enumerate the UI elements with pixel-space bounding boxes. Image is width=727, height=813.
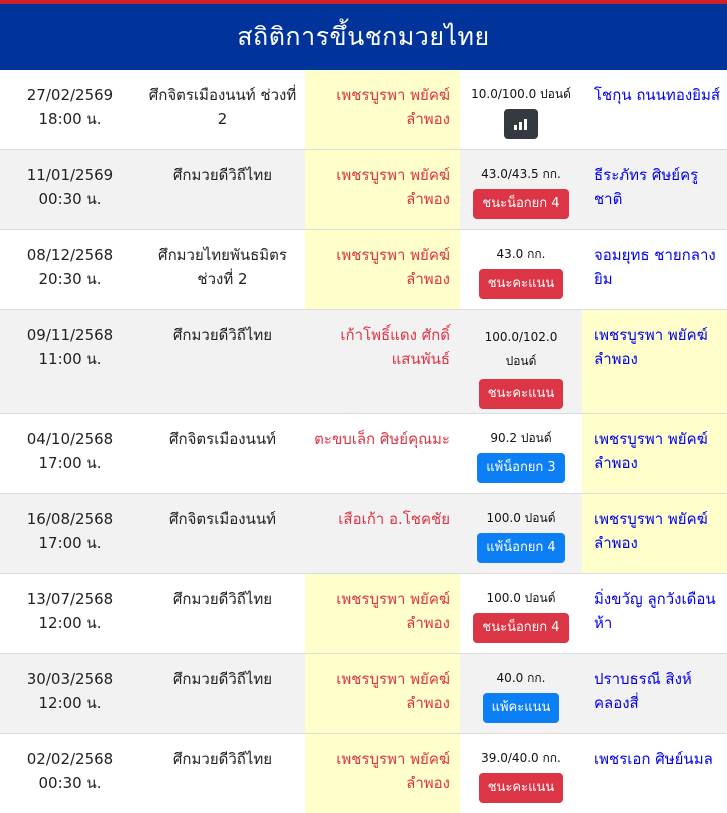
event-name: ศึกจิตรเมืองนนท์ ช่วงที่ 2 — [148, 86, 297, 128]
result-badge: ชนะคะแนน — [479, 379, 564, 409]
result-cell — [460, 734, 582, 813]
date-cell — [0, 150, 140, 229]
fight-time: 18:00 น. — [38, 110, 102, 128]
opponent-name[interactable]: เพชรบูรพา พยัคฆ์ลำพอง — [582, 494, 727, 573]
event-name: ศึกจิตรเมืองนนท์ — [169, 430, 276, 448]
result-badge: แพ้น็อกยก 4 — [477, 533, 564, 563]
table-row — [0, 574, 727, 654]
result-cell — [460, 150, 582, 229]
weight-label: 100.0 ปอนด์ — [486, 511, 556, 525]
fight-date: 02/02/2568 — [26, 750, 114, 768]
result-cell — [460, 574, 582, 653]
event-name: ศึกมวยดีวิถีไทย — [172, 590, 273, 608]
table-row — [0, 230, 727, 310]
fighter-name[interactable]: เพชรบูรพา พยัคฆ์ลำพอง — [305, 574, 460, 653]
fight-date: 13/07/2568 — [26, 590, 114, 608]
table-row — [0, 494, 727, 574]
result-badge: ชนะน็อกยก 4 — [473, 189, 568, 219]
opponent-name[interactable]: เพชรเอก ศิษย์นมล — [594, 750, 713, 768]
page-header — [0, 4, 727, 70]
date-cell — [0, 654, 140, 733]
fight-date: 08/12/2568 — [26, 246, 114, 264]
date-cell — [0, 414, 140, 493]
date-cell — [0, 310, 140, 413]
fight-record-table — [0, 70, 727, 813]
weight-label: 100.0 ปอนด์ — [486, 591, 556, 605]
opponent-name[interactable]: ธีระภัทร ศิษย์ครูชาติ — [594, 166, 699, 208]
weight-label: 43.0 กก. — [496, 247, 546, 261]
fighter-name[interactable]: ตะขบเล็ก ศิษย์คุณมะ — [314, 430, 450, 448]
event-name: ศึกมวยดีวิถีไทย — [172, 670, 273, 688]
weight-label: 39.0/40.0 กก. — [481, 751, 561, 765]
fighter-name[interactable]: เก้าโพธิ์แดง ศักดิ์แสนพันธ์ — [340, 326, 450, 368]
opponent-name[interactable]: ปราบธรณี สิงห์คลองสี่ — [594, 670, 692, 712]
table-row — [0, 70, 727, 150]
fight-time: 12:00 น. — [38, 694, 102, 712]
date-cell — [0, 494, 140, 573]
fight-time: 20:30 น. — [38, 270, 102, 288]
opponent-name[interactable]: จอมยุทธ ชายกลางยิม — [594, 246, 716, 288]
weight-label: 43.0/43.5 กก. — [481, 167, 561, 181]
table-row — [0, 414, 727, 494]
fight-time: 17:00 น. — [38, 534, 102, 552]
date-cell — [0, 230, 140, 309]
result-badge: ชนะน็อกยก 4 — [473, 613, 568, 643]
opponent-name[interactable]: โชกุน ถนนทองยิมส์ — [594, 86, 720, 104]
page-title: สถิติการขึ้นชกมวยไทย — [237, 22, 490, 51]
fight-date: 09/11/2568 — [26, 326, 114, 344]
date-cell — [0, 734, 140, 813]
fighter-name[interactable]: เพชรบูรพา พยัคฆ์ลำพอง — [305, 734, 460, 813]
fight-date: 16/08/2568 — [26, 510, 114, 528]
weight-label: 10.0/100.0 ปอนด์ — [471, 87, 571, 101]
date-cell — [0, 574, 140, 653]
result-cell — [460, 494, 582, 573]
result-cell — [460, 70, 582, 149]
opponent-name[interactable]: เพชรบูรพา พยัคฆ์ลำพอง — [582, 414, 727, 493]
opponent-name[interactable]: เพชรบูรพา พยัคฆ์ลำพอง — [582, 310, 727, 413]
table-row — [0, 150, 727, 230]
result-cell — [460, 414, 582, 493]
fight-time: 11:00 น. — [38, 350, 102, 368]
fight-time: 00:30 น. — [38, 774, 102, 792]
weight-label: 100.0/102.0 ปอนด์ — [484, 330, 558, 368]
result-badge: ชนะคะแนน — [479, 773, 564, 803]
fight-time: 12:00 น. — [38, 614, 102, 632]
event-name: ศึกมวยไทยพันธมิตร ช่วงที่ 2 — [158, 246, 287, 288]
fighter-name[interactable]: เพชรบูรพา พยัคฆ์ลำพอง — [305, 230, 460, 309]
fighter-name[interactable]: เสือเก้า อ.โชคชัย — [338, 510, 450, 528]
table-row — [0, 734, 727, 813]
event-name: ศึกมวยดีวิถีไทย — [172, 326, 273, 344]
fighter-name[interactable]: เพชรบูรพา พยัคฆ์ลำพอง — [305, 70, 460, 149]
event-name: ศึกมวยดีวิถีไทย — [172, 166, 273, 184]
fight-date: 04/10/2568 — [26, 430, 114, 448]
fight-date: 11/01/2569 — [26, 166, 114, 184]
fight-date: 27/02/2569 — [26, 86, 114, 104]
bar-chart-icon[interactable] — [504, 109, 538, 139]
weight-label: 90.2 ปอนด์ — [490, 431, 552, 445]
result-cell — [460, 310, 582, 413]
table-row — [0, 654, 727, 734]
fight-date: 30/03/2568 — [26, 670, 114, 688]
event-name: ศึกมวยดีวิถีไทย — [172, 750, 273, 768]
result-cell — [460, 654, 582, 733]
result-badge: แพ้คะแนน — [483, 693, 560, 723]
opponent-name[interactable]: มิ่งขวัญ ลูกวังเดือนห้า — [594, 590, 716, 632]
fight-time: 00:30 น. — [38, 190, 102, 208]
table-row — [0, 310, 727, 414]
fighter-name[interactable]: เพชรบูรพา พยัคฆ์ลำพอง — [305, 654, 460, 733]
fight-time: 17:00 น. — [38, 454, 102, 472]
result-badge: ชนะคะแนน — [479, 269, 564, 299]
date-cell — [0, 70, 140, 149]
weight-label: 40.0 กก. — [496, 671, 546, 685]
event-name: ศึกจิตรเมืองนนท์ — [169, 510, 276, 528]
fighter-name[interactable]: เพชรบูรพา พยัคฆ์ลำพอง — [305, 150, 460, 229]
result-badge: แพ้น็อกยก 3 — [477, 453, 564, 483]
result-cell — [460, 230, 582, 309]
